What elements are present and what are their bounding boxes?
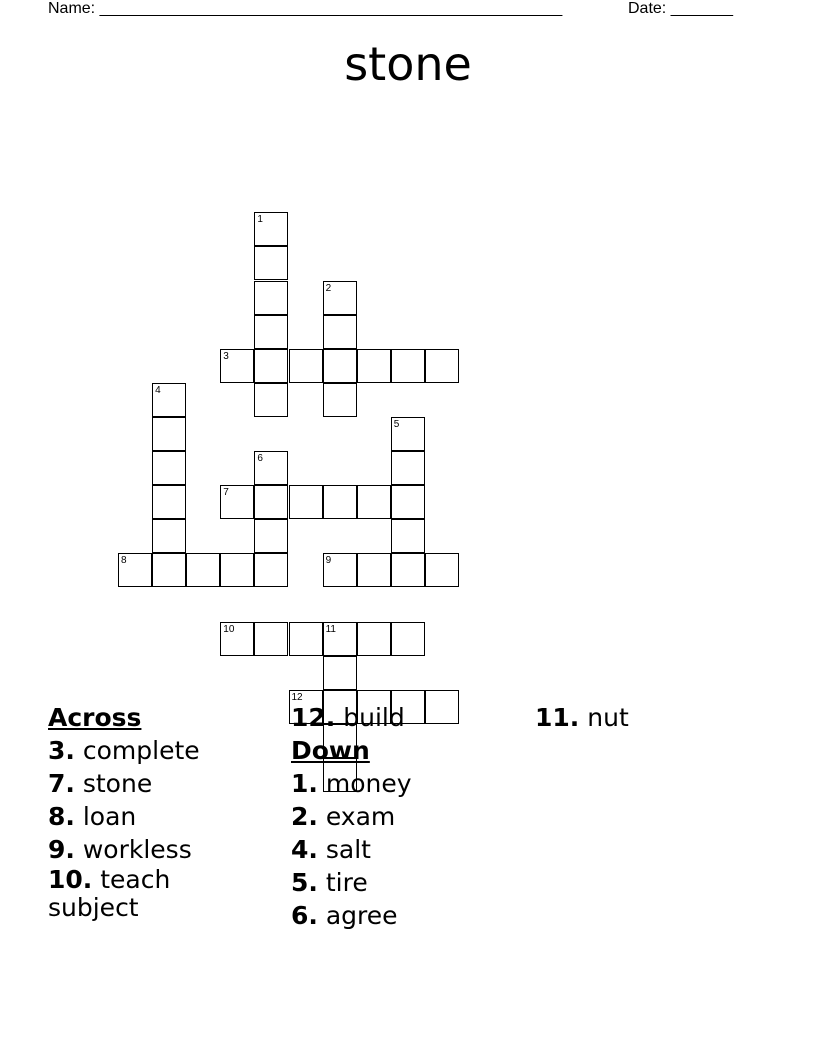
clue-heading-across: Across <box>48 703 142 732</box>
grid-cell[interactable] <box>357 349 391 383</box>
clue-text: exam <box>325 802 396 831</box>
clue-text: stone <box>82 769 153 798</box>
grid-cell[interactable] <box>152 417 186 451</box>
cell-number: 1 <box>257 214 263 226</box>
grid-cell[interactable] <box>323 383 357 417</box>
grid-cell[interactable] <box>425 349 459 383</box>
grid-cell[interactable] <box>152 383 186 417</box>
cell-number: 4 <box>155 384 161 396</box>
grid-cell[interactable] <box>220 485 254 519</box>
grid-cell[interactable] <box>220 622 254 656</box>
grid-cell[interactable] <box>254 383 288 417</box>
grid-cell[interactable] <box>220 349 254 383</box>
clue-text: salt <box>325 835 371 864</box>
date-field-label: Date: _______ <box>628 0 733 17</box>
grid-cell[interactable] <box>118 553 152 587</box>
grid-cell[interactable] <box>254 622 288 656</box>
clue-item <box>48 767 248 800</box>
clue-number: 5. <box>291 868 318 897</box>
grid-cell[interactable] <box>391 519 425 553</box>
grid-cell[interactable] <box>323 315 357 349</box>
grid-cell[interactable] <box>323 553 357 587</box>
grid-cell[interactable] <box>254 212 288 246</box>
clue-item <box>291 866 491 899</box>
grid-cell[interactable] <box>254 451 288 485</box>
clue-item <box>291 800 491 833</box>
clue-item <box>291 701 491 734</box>
clue-number: 4. <box>291 835 318 864</box>
grid-cell[interactable] <box>152 451 186 485</box>
clue-number: 8. <box>48 802 75 831</box>
clue-text: tire <box>325 868 368 897</box>
clue-number: 3. <box>48 736 75 765</box>
clue-text: nut <box>587 703 629 732</box>
grid-cell[interactable] <box>357 553 391 587</box>
clue-number: 10. <box>48 865 93 894</box>
clue-item <box>48 833 248 866</box>
clue-number: 9. <box>48 835 75 864</box>
grid-cell[interactable] <box>391 485 425 519</box>
grid-cell[interactable] <box>254 519 288 553</box>
clue-column-1 <box>48 701 248 927</box>
cell-number: 2 <box>325 282 332 294</box>
name-field-label: Name: ____________________________________________________ <box>48 0 563 17</box>
clue-text: teach subject <box>48 865 171 922</box>
grid-cell[interactable] <box>391 553 425 587</box>
clue-column-3 <box>535 701 735 734</box>
cell-number: 11 <box>325 623 336 635</box>
grid-cell[interactable] <box>425 553 459 587</box>
clue-item <box>535 701 735 734</box>
clue-number: 2. <box>291 802 318 831</box>
grid-cell[interactable] <box>323 656 357 690</box>
clue-item <box>48 734 248 767</box>
clue-number: 7. <box>48 769 75 798</box>
grid-cell[interactable] <box>152 553 186 587</box>
grid-cell[interactable] <box>323 281 357 315</box>
grid-cell[interactable] <box>254 246 288 280</box>
clue-heading-down: Down <box>291 736 370 765</box>
clue-number: 12. <box>291 703 336 732</box>
clue-text: agree <box>325 901 398 930</box>
clue-text: workless <box>82 835 192 864</box>
grid-cell[interactable] <box>323 622 357 656</box>
clue-item <box>48 866 248 922</box>
cell-number: 10 <box>223 623 235 635</box>
grid-cell[interactable] <box>323 349 357 383</box>
grid-cell[interactable] <box>152 519 186 553</box>
cell-number: 6 <box>257 453 263 464</box>
grid-cell[interactable] <box>254 349 288 383</box>
clue-text: loan <box>82 802 137 831</box>
grid-cell[interactable] <box>152 485 186 519</box>
clue-item <box>48 800 248 833</box>
grid-cell[interactable] <box>186 553 220 587</box>
grid-cell[interactable] <box>289 485 323 519</box>
grid-cell[interactable] <box>254 281 288 315</box>
grid-cell[interactable] <box>391 349 425 383</box>
grid-cell[interactable] <box>289 349 323 383</box>
puzzle-title: stone <box>344 37 472 91</box>
grid-cell[interactable] <box>289 622 323 656</box>
grid-cell[interactable] <box>391 622 425 656</box>
grid-cell[interactable] <box>357 622 391 656</box>
clue-number: 11. <box>535 703 580 732</box>
clue-text: money <box>325 769 412 798</box>
clue-item <box>291 899 491 932</box>
clue-text: build <box>343 703 405 732</box>
grid-cell[interactable] <box>254 553 288 587</box>
grid-cell[interactable] <box>391 417 425 451</box>
cell-number: 7 <box>223 487 229 499</box>
cell-number: 3 <box>223 350 229 362</box>
clue-number: 6. <box>291 901 318 930</box>
grid-cell[interactable] <box>357 485 391 519</box>
grid-cell[interactable] <box>220 553 254 587</box>
cell-number: 5 <box>393 418 400 430</box>
clue-column-2 <box>291 701 491 932</box>
cell-number: 9 <box>325 555 332 567</box>
clue-item <box>291 833 491 866</box>
cell-number: 12 <box>291 691 303 703</box>
grid-cell[interactable] <box>323 485 357 519</box>
grid-cell[interactable] <box>254 485 288 519</box>
grid-cell[interactable] <box>254 315 288 349</box>
clue-item <box>291 767 491 800</box>
clue-number: 1. <box>291 769 318 798</box>
cell-number: 8 <box>121 555 127 567</box>
clue-text: complete <box>82 736 200 765</box>
grid-cell[interactable] <box>391 451 425 485</box>
